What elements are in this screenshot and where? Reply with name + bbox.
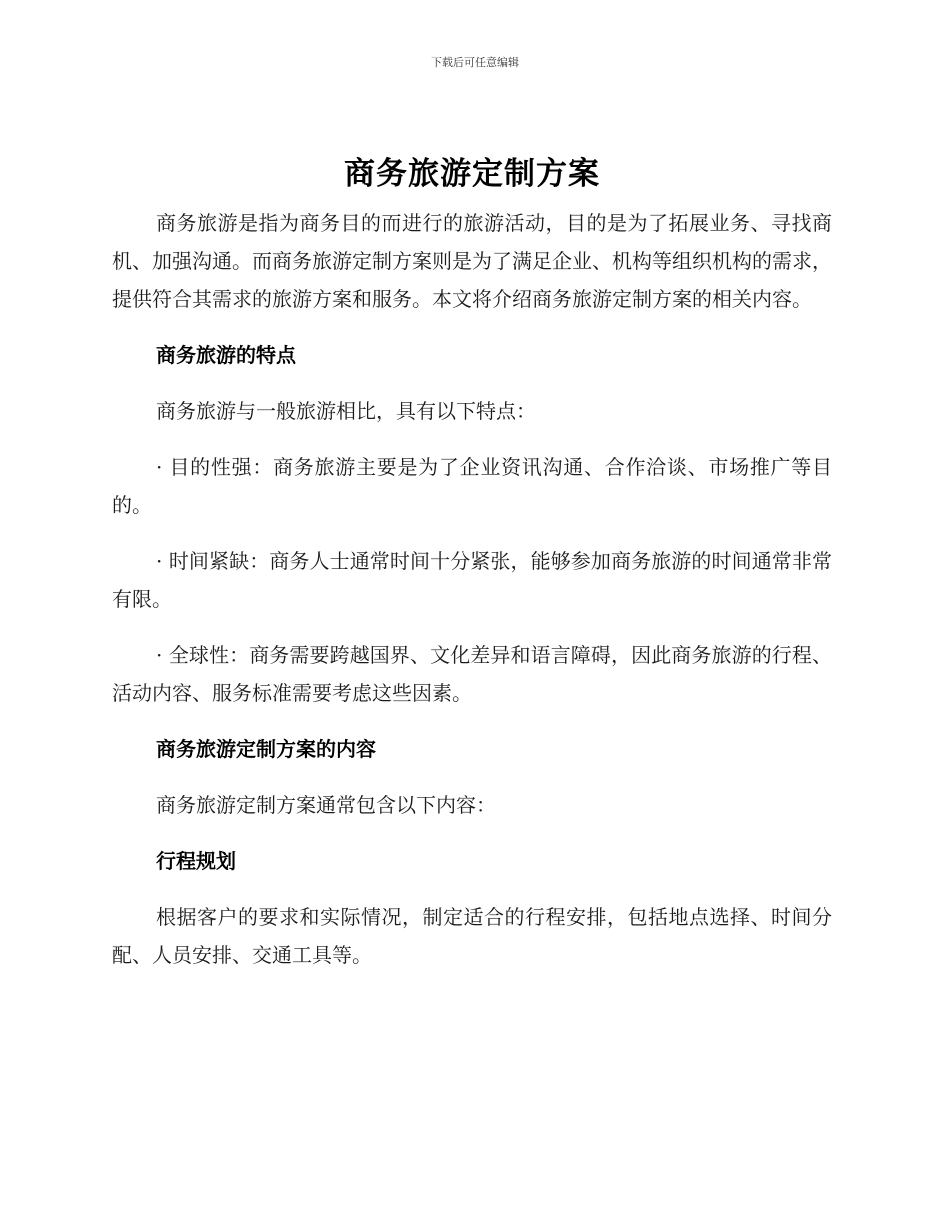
document-body bbox=[112, 148, 832, 974]
spacer bbox=[112, 824, 832, 842]
section-heading-contents: 商务旅游定制方案的内容 bbox=[156, 737, 376, 761]
spacer bbox=[112, 712, 832, 730]
spacer bbox=[112, 768, 832, 786]
spacer bbox=[112, 524, 832, 542]
intro-paragraph: 商务旅游是指为商务目的而进行的旅游活动，目的是为了拓展业务、寻找商机、加强沟通。而商务旅游定制方案则是为了满足企业、机构等组织机构的需求，提供符合其需求的旅游方案和服务。本文将介绍商务旅游定制方案的相关内容。 bbox=[112, 211, 832, 311]
spacer bbox=[112, 430, 832, 448]
spacer bbox=[112, 318, 832, 336]
header-note: 下载后可任意编辑 bbox=[431, 56, 519, 69]
section-heading-features: 商务旅游的特点 bbox=[156, 343, 296, 367]
section-heading-itinerary: 行程规划 bbox=[156, 849, 236, 873]
spacer bbox=[112, 618, 832, 636]
document-title: 商务旅游定制方案 bbox=[344, 156, 600, 192]
itinerary-paragraph: 根据客户的要求和实际情况，制定适合的行程安排，包括地点选择、时间分配、人员安排、交通工具等。 bbox=[112, 905, 832, 967]
bullet-global: · 全球性：商务需要跨越国界、文化差异和语言障碍，因此商务旅游的行程、活动内容、服务标准需要考虑这些因素。 bbox=[112, 643, 832, 705]
bullet-time: · 时间紧缺：商务人士通常时间十分紧张，能够参加商务旅游的时间通常非常有限。 bbox=[112, 549, 832, 611]
contents-lead-paragraph: 商务旅游定制方案通常包含以下内容： bbox=[156, 793, 496, 817]
features-lead-paragraph: 商务旅游与一般旅游相比，具有以下特点： bbox=[156, 399, 536, 423]
spacer bbox=[112, 374, 832, 392]
spacer bbox=[112, 880, 832, 898]
bullet-purpose: · 目的性强：商务旅游主要是为了企业资讯沟通、合作洽谈、市场推广等目的。 bbox=[112, 455, 832, 517]
